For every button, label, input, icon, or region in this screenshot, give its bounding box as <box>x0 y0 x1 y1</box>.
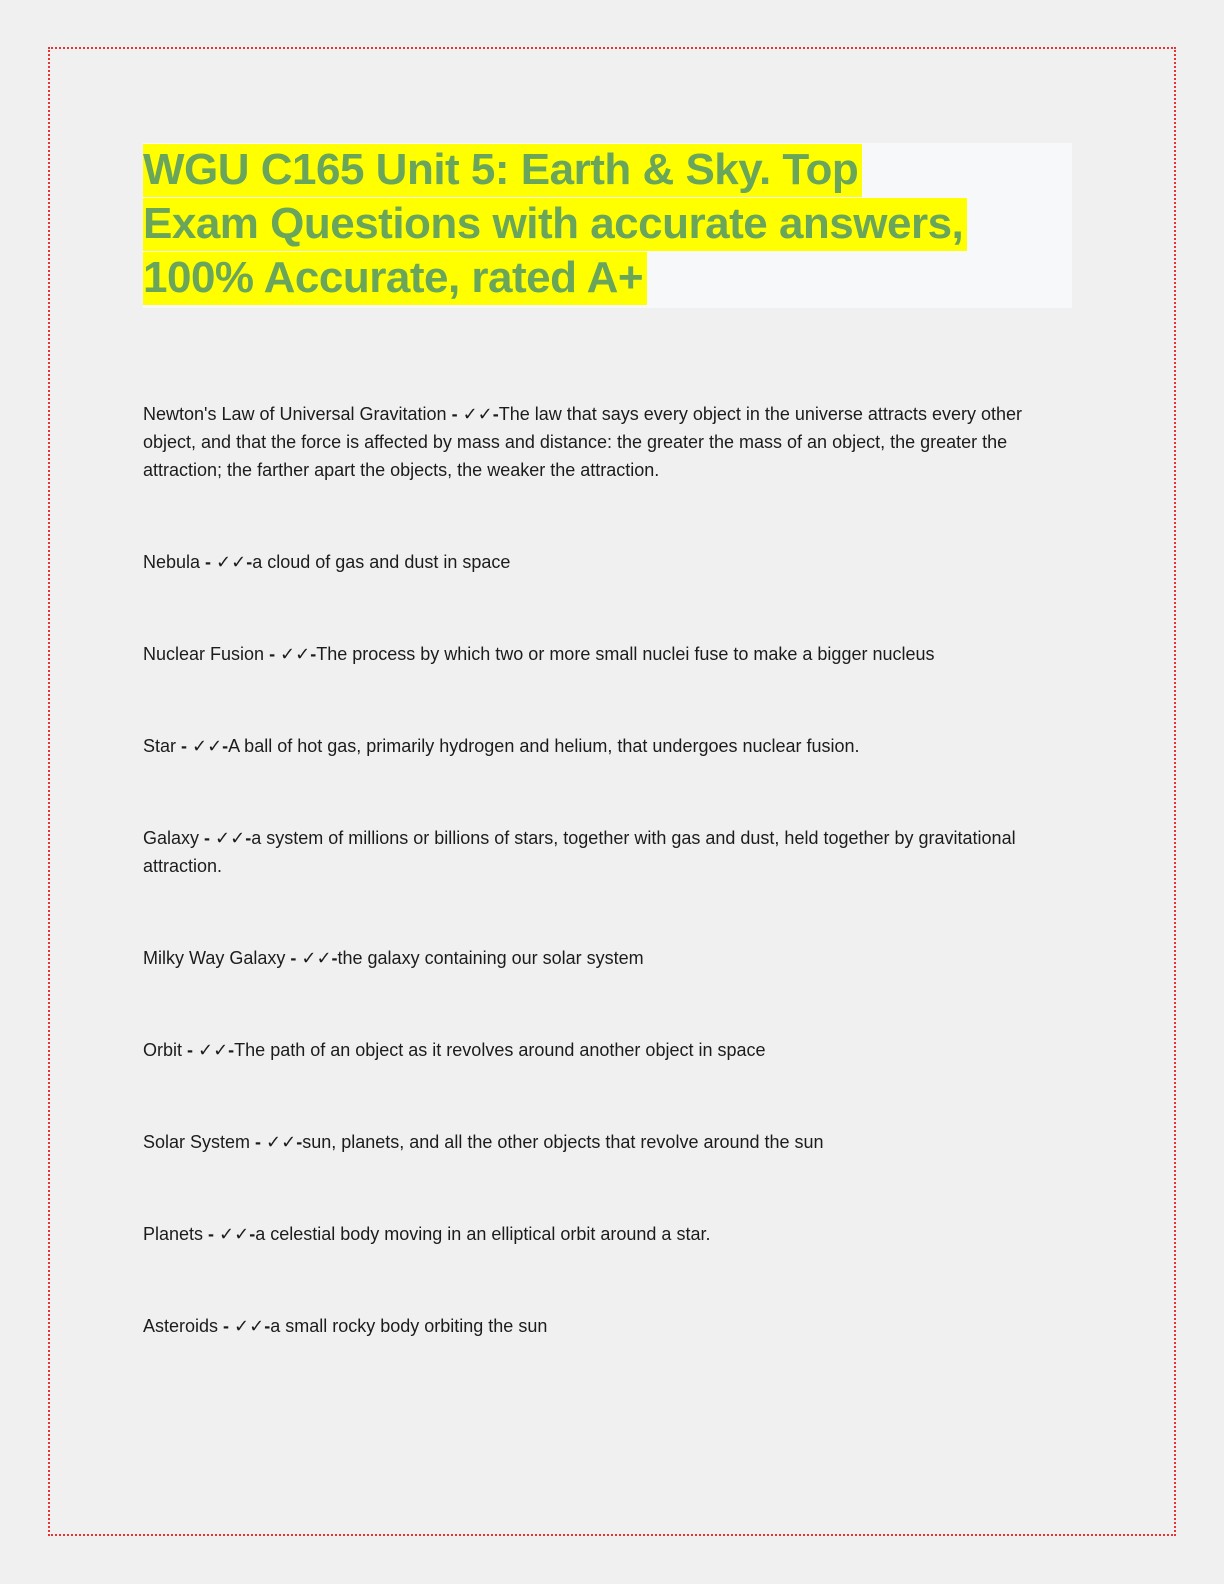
double-check-icon: - ✓✓- <box>218 1316 271 1336</box>
term-text: Star <box>143 736 177 756</box>
qa-entry <box>143 640 1025 668</box>
definition-text: sun, planets, and all the other objects that revolve around the sun <box>302 1132 824 1152</box>
definition-text: a cloud of gas and dust in space <box>252 552 511 572</box>
title-highlight: 100% Accurate, rated A+ <box>143 252 647 305</box>
qa-entry <box>143 1128 1025 1156</box>
double-check-icon: - ✓✓- <box>203 1224 256 1244</box>
term-text: Nebula <box>143 552 201 572</box>
qa-entry <box>143 944 1025 972</box>
qa-entry <box>143 1036 1025 1064</box>
double-check-icon: - ✓✓- <box>182 1040 235 1060</box>
qa-list <box>143 400 1025 1340</box>
qa-entry <box>143 732 1025 760</box>
document-page <box>143 143 1076 1404</box>
page-title <box>143 143 1076 305</box>
qa-entry <box>143 1312 1025 1340</box>
title-highlight: WGU C165 Unit 5: Earth & Sky. Top <box>143 144 862 197</box>
definition-text: The process by which two or more small nuclei fuse to make a bigger nucleus <box>316 644 935 664</box>
term-text: Orbit <box>143 1040 183 1060</box>
double-check-icon: - ✓✓- <box>199 828 252 848</box>
qa-entry <box>143 1220 1025 1248</box>
qa-entry <box>143 824 1025 880</box>
title-line <box>143 143 1076 197</box>
term-text: Nuclear Fusion <box>143 644 265 664</box>
title-line <box>143 197 1076 251</box>
term-text: Newton's Law of Universal Gravitation <box>143 404 447 424</box>
term-text: Asteroids <box>143 1316 219 1336</box>
definition-text: the galaxy containing our solar system <box>337 948 644 968</box>
double-check-icon: - ✓✓- <box>446 404 499 424</box>
double-check-icon: - ✓✓- <box>264 644 317 664</box>
term-text: Galaxy <box>143 828 200 848</box>
definition-text: a small rocky body orbiting the sun <box>270 1316 548 1336</box>
term-text: Milky Way Galaxy <box>143 948 286 968</box>
definition-text: a celestial body moving in an elliptical orbit around a star. <box>255 1224 711 1244</box>
qa-entry <box>143 400 1025 484</box>
definition-text: The law that says every object in the universe attracts every other object, and that the force is affected by mass and distance: the greater the mass of an object, the greater the attraction; the farther apart the objects, the weaker the attraction. <box>143 404 1022 480</box>
definition-text: a system of millions or billions of stars, together with gas and dust, held together by gravitational attraction. <box>143 828 1016 876</box>
definition-text: The path of an object as it revolves around another object in space <box>234 1040 766 1060</box>
term-text: Solar System <box>143 1132 251 1152</box>
term-text: Planets <box>143 1224 204 1244</box>
definition-text: A ball of hot gas, primarily hydrogen and helium, that undergoes nuclear fusion. <box>228 736 860 756</box>
double-check-icon: - ✓✓- <box>200 552 253 572</box>
double-check-icon: - ✓✓- <box>250 1132 303 1152</box>
qa-entry <box>143 548 1025 576</box>
double-check-icon: - ✓✓- <box>285 948 338 968</box>
title-line <box>143 251 1076 305</box>
title-highlight: Exam Questions with accurate answers, <box>143 198 967 251</box>
double-check-icon: - ✓✓- <box>176 736 229 756</box>
